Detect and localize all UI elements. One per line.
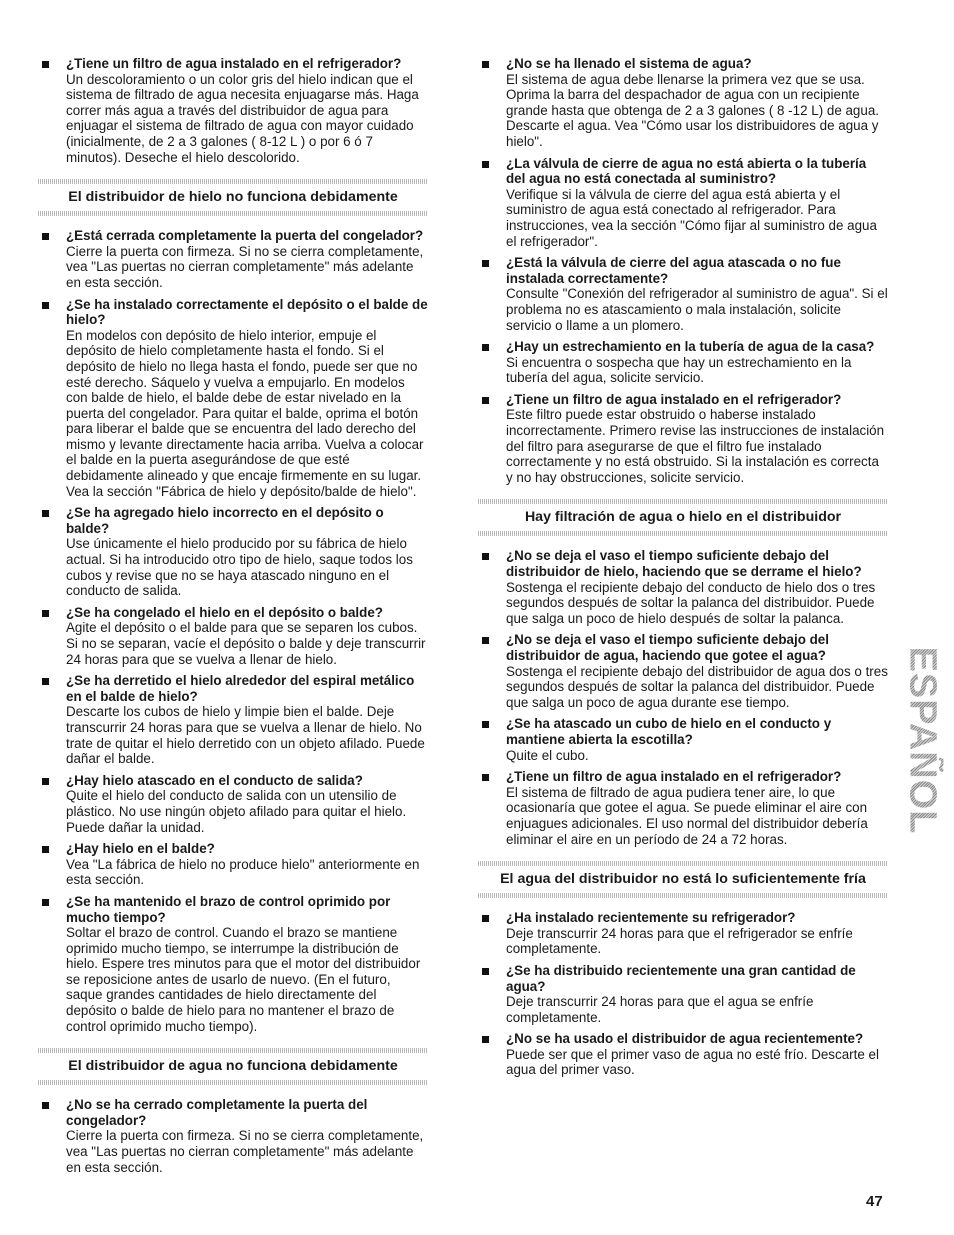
answer-text: Deje transcurrir 24 horas para que el refrigerador se enfríe completamente.	[506, 925, 853, 957]
answer-text: Consulte "Conexión del refrigerador al suministro de agua". Si el problema no es atascamiento o mala instalación, solicite servicio o llame a un plomero.	[506, 286, 888, 333]
left-column	[38, 56, 428, 1181]
answer-text: El sistema de agua debe llenarse la primera vez que se usa. Oprima la barra del despachador de agua con un recipiente grande hasta que obtenga de 2 a 3 galones ( 8 -12 L) de agua. Descarte el agua. Vea "Cómo usar los distribuidores de agua y hielo".	[506, 71, 879, 149]
question-text: ¿No se ha llenado el sistema de agua?	[506, 56, 752, 71]
answer-text: Quite el hielo del conducto de salida con un utensilio de plástico. No use ningún objeto afilado para quitar el hielo. Puede dañar la unidad.	[66, 788, 407, 835]
question-text: ¿Tiene un filtro de agua instalado en el refrigerador?	[66, 56, 402, 71]
divider	[478, 861, 888, 866]
answer-text: Agite el depósito o el balde para que se separen los cubos. Si no se separan, vacíe el depósito o balde y deje transcurrir 24 horas para que se vuelva a llenar de hielo.	[66, 620, 426, 667]
section-header	[38, 179, 428, 216]
answer-text: Descarte los cubos de hielo y limpie bien el balde. Deje transcurrir 24 horas para que se vuelva a llenar de hielo. No trate de quitar el hielo derretido con un objeto afilado. Puede dañar el balde.	[66, 704, 425, 767]
question-text: ¿La válvula de cierre de agua no está abierta o la tubería del agua no está conectada al suministro?	[506, 155, 867, 187]
troubleshooting-item	[478, 716, 888, 763]
answer-text: Sostenga el recipiente debajo del distribuidor de agua dos o tres segundos después de soltar la palanca del distribuidor. Puede que salga un poco de agua durante ese tiempo.	[506, 663, 888, 710]
square-bullet-icon	[482, 915, 489, 922]
question-text: ¿Se ha agregado hielo incorrecto en el depósito o balde?	[66, 505, 384, 536]
question-text: ¿Se ha atascado un cubo de hielo en el conducto y mantiene abierta la escotilla?	[506, 716, 832, 747]
troubleshooting-item	[478, 963, 888, 1025]
section-title: El distribuidor de hielo no funciona debidamente	[68, 189, 398, 206]
square-bullet-icon	[42, 1102, 49, 1109]
question-text: ¿Hay un estrechamiento en la tubería de agua de la casa?	[506, 339, 875, 355]
question-text: ¿Tiene un filtro de agua instalado en el refrigerador?	[506, 769, 842, 785]
troubleshooting-item	[478, 339, 888, 386]
troubleshooting-item	[38, 894, 428, 1034]
square-bullet-icon	[42, 61, 49, 68]
troubleshooting-item	[478, 910, 888, 957]
troubleshooting-item	[478, 392, 888, 486]
divider	[478, 893, 888, 898]
square-bullet-icon	[482, 260, 489, 267]
section-title: El distribuidor de agua no funciona debidamente	[68, 1058, 398, 1075]
answer-text: Sostenga el recipiente debajo del conducto de hielo dos o tres segundos después de soltar la palanca del distribuidor. Puede que salga un poco de hielo después de soltar la palanca.	[506, 579, 876, 626]
square-bullet-icon	[42, 846, 49, 853]
divider	[38, 1048, 428, 1053]
answer-text: Use únicamente el hielo producido por su fábrica de hielo actual. Si ha introducido otro tipo de hielo, saque todos los cubos y revise que no se haya atascado ninguno en el conducto de salida.	[66, 536, 413, 599]
question-text: ¿Se ha congelado el hielo en el depósito o balde?	[66, 604, 383, 620]
troubleshooting-item	[478, 769, 888, 847]
square-bullet-icon	[482, 553, 489, 560]
troubleshooting-item	[38, 228, 428, 290]
section-title: El agua del distribuidor no está lo suficientemente fría	[500, 871, 866, 888]
square-bullet-icon	[42, 899, 49, 906]
troubleshooting-item	[38, 56, 428, 165]
square-bullet-icon	[42, 610, 49, 617]
language-tab-label: ESPAÑOL	[901, 646, 944, 834]
question-text: ¿Está la válvula de cierre del agua atascada o no fue instalada correctamente?	[506, 255, 841, 286]
page-number: 47	[866, 1193, 883, 1210]
troubleshooting-item	[478, 156, 888, 250]
divider	[38, 1080, 428, 1085]
square-bullet-icon	[482, 1036, 489, 1043]
answer-text: Vea "La fábrica de hielo no produce hielo" anteriormente en esta sección.	[66, 856, 420, 888]
answer-text: Este filtro puede estar obstruido o haberse instalado incorrectamente. Primero revise las instrucciones de instalación del filtro para asegurarse de que el filtro fue instalado correctamente y no está obstruido. Si la instalación es correcta y no hay obstrucciones, solicite servicio.	[506, 407, 885, 485]
square-bullet-icon	[42, 233, 49, 240]
square-bullet-icon	[482, 721, 489, 728]
divider	[38, 179, 428, 184]
answer-text: Verifique si la válvula de cierre del agua está abierta y el suministro de agua está conectado al refrigerador. Para instrucciones, vea la sección "Cómo fijar al suministro de agua el refrigerador".	[506, 186, 877, 249]
question-text: ¿Se ha mantenido el brazo de control oprimido por mucho tiempo?	[66, 893, 391, 925]
troubleshooting-item	[478, 56, 888, 150]
square-bullet-icon	[482, 397, 489, 404]
troubleshooting-item	[478, 1031, 888, 1078]
answer-text: Cierre la puerta con firmeza. Si no se cierra completamente, vea "Las puertas no cierran completamente" más adelante en esta sección.	[66, 243, 424, 290]
question-text: ¿No se ha usado el distribuidor de agua recientemente?	[506, 1031, 864, 1047]
troubleshooting-item	[38, 297, 428, 500]
troubleshooting-item	[38, 605, 428, 667]
section-title: Hay filtración de agua o hielo en el distribuidor	[524, 509, 842, 526]
answer-text: Quite el cubo.	[506, 747, 589, 763]
square-bullet-icon	[42, 678, 49, 685]
section-header	[38, 1048, 428, 1085]
answer-text: Cierre la puerta con firmeza. Si no se cierra completamente, vea "Las puertas no cierran completamente" más adelante en esta sección.	[66, 1128, 424, 1175]
answer-text: Soltar el brazo de control. Cuando el brazo se mantiene oprimido mucho tiempo, se interrumpe la distribución de hielo. Espere tres minutos para que el motor del distribuidor se reposicione antes de usarlo de nuevo. (En el futuro, saque grandes cantidades de hielo directamente del depósito o balde de hielo para no mantener el brazo de control oprimido mucho tiempo).	[66, 925, 421, 1034]
troubleshooting-item	[38, 841, 428, 888]
question-text: ¿Está cerrada completamente la puerta del congelador?	[66, 228, 424, 244]
square-bullet-icon	[42, 510, 49, 517]
square-bullet-icon	[482, 344, 489, 351]
troubleshooting-item	[38, 773, 428, 835]
question-text: ¿Ha instalado recientemente su refrigerador?	[506, 910, 796, 926]
section-header	[478, 499, 888, 536]
troubleshooting-item	[478, 632, 888, 710]
troubleshooting-item	[478, 548, 888, 626]
square-bullet-icon	[42, 302, 49, 309]
question-text: ¿No se ha cerrado completamente la puerta del congelador?	[66, 1097, 368, 1128]
answer-text: Puede ser que el primer vaso de agua no esté frío. Descarte el agua del primer vaso.	[506, 1046, 879, 1078]
answer-text: Deje transcurrir 24 horas para que el agua se enfríe completamente.	[506, 994, 814, 1025]
question-text: ¿Hay hielo atascado en el conducto de salida?	[66, 772, 363, 788]
troubleshooting-item	[478, 255, 888, 333]
section-header	[478, 861, 888, 898]
troubleshooting-item	[38, 1097, 428, 1175]
question-text: ¿No se deja el vaso el tiempo suficiente debajo del distribuidor de hielo, haciendo que se derrame el hielo?	[506, 548, 862, 580]
answer-text: Un descoloramiento o un color gris del hielo indican que el sistema de filtrado de agua necesita enjuagarse más. Haga correr más agua a través del distribuidor de agua para enjuagar el sistema de filtrado de agua con mayor cuidado (inicialmente, de 2 a 3 galones ( 8-12 L ) o por 6 ó 7 minutos). Deseche el hielo descolorido.	[66, 71, 419, 165]
square-bullet-icon	[482, 637, 489, 644]
question-text: ¿Hay hielo en el balde?	[66, 841, 215, 857]
square-bullet-icon	[482, 774, 489, 781]
answer-text: Si encuentra o sospecha que hay un estrechamiento en la tubería del agua, solicite servicio.	[506, 354, 852, 386]
square-bullet-icon	[482, 61, 489, 68]
question-text: ¿Se ha distribuido recientemente una gran cantidad de agua?	[506, 962, 856, 994]
square-bullet-icon	[482, 968, 489, 975]
divider	[478, 499, 888, 504]
question-text: ¿Se ha derretido el hielo alrededor del espiral metálico en el balde de hielo?	[66, 673, 415, 704]
question-text: ¿Tiene un filtro de agua instalado en el refrigerador?	[506, 391, 842, 407]
square-bullet-icon	[482, 161, 489, 168]
answer-text: En modelos con depósito de hielo interior, empuje el depósito de hielo completamente hasta el fondo. Si el depósito de hielo no llega hasta el fondo, puede ser que no esté derecho. Sáquelo y vuelva a empujarlo. En modelos con balde de hielo, el balde debe de estar nivelado en la puerta del congelador. Para quitar el balde, oprima el botón para liberar el balde que se encuentra del lado derecho del mismo y levante directamente hacia arriba. Vuelva a colocar el balde en la puerta asegurándose de que esté debidamente alineado y que encaje firmemente en su lugar. Vea la sección "Fábrica de hielo y depósito/balde de hielo".	[66, 327, 424, 499]
divider	[478, 531, 888, 536]
right-column	[478, 56, 888, 1084]
troubleshooting-item	[38, 505, 428, 599]
square-bullet-icon	[42, 778, 49, 785]
troubleshooting-item	[38, 673, 428, 767]
question-text: ¿No se deja el vaso el tiempo suficiente debajo del distribuidor de agua, haciendo que gotee el agua?	[506, 632, 829, 663]
divider	[38, 211, 428, 216]
answer-text: El sistema de filtrado de agua pudiera tener aire, lo que ocasionaría que gotee el agua. Se puede eliminar el aire con enjuagues adicionales. El uso normal del distribuidor debería eliminar el aire en un período de 24 a 72 horas.	[506, 784, 868, 847]
language-tab	[900, 640, 944, 840]
question-text: ¿Se ha instalado correctamente el depósito o el balde de hielo?	[66, 296, 428, 328]
